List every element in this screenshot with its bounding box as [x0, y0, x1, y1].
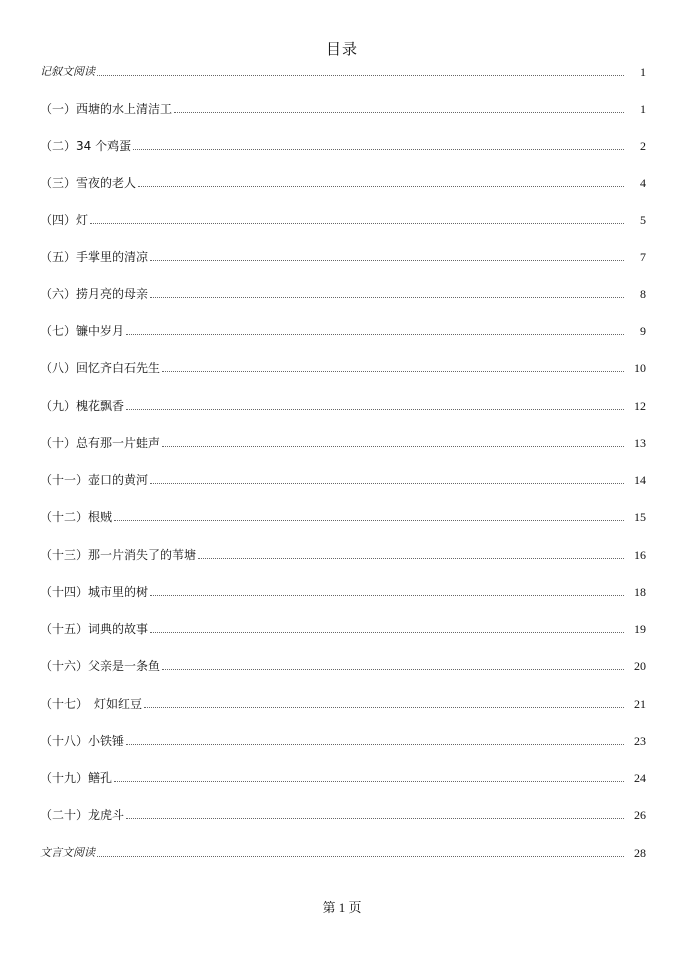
footer-page-number: 1	[338, 900, 346, 915]
page-title: 目录	[325, 40, 358, 58]
toc-page-number: 28	[634, 846, 646, 860]
toc-entry[interactable]	[40, 397, 646, 415]
toc-entry[interactable]	[40, 285, 646, 303]
toc-entry-section[interactable]	[40, 844, 646, 862]
toc-page-number: 1	[640, 65, 646, 79]
toc-page-number: 1	[640, 102, 646, 116]
dot-leader	[162, 669, 624, 670]
footer-suffix: 页	[348, 900, 362, 915]
toc-entry[interactable]	[40, 174, 646, 192]
toc-page-number: 8	[640, 287, 646, 301]
toc-entry-label: 记叙文阅读	[40, 65, 95, 78]
toc-entry-label: 文言文阅读	[40, 846, 95, 859]
toc-entry[interactable]	[40, 434, 646, 452]
toc-page-number: 13	[634, 436, 646, 450]
toc-entry[interactable]	[40, 620, 646, 638]
dot-leader	[133, 149, 624, 150]
toc-page-number: 20	[634, 659, 646, 673]
toc-page-number: 7	[640, 250, 646, 264]
toc-entry-label: （三）雪夜的老人	[40, 176, 137, 190]
page-footer	[0, 897, 684, 916]
toc-page-number: 4	[640, 176, 646, 190]
toc-entry[interactable]	[40, 657, 646, 675]
toc-entry-label: （八）回忆齐白石先生	[40, 361, 161, 375]
toc-page-number: 19	[634, 622, 646, 636]
toc-page-number: 26	[634, 808, 646, 822]
dot-leader	[150, 483, 624, 484]
toc-page-number: 5	[640, 213, 646, 227]
toc-entry-label: （二十）龙虎斗	[40, 808, 125, 822]
toc-entry-label: （五）手掌里的清凉	[40, 250, 149, 264]
footer-prefix: 第	[322, 900, 336, 915]
dot-leader	[126, 334, 624, 335]
toc-entry-section[interactable]	[40, 63, 646, 81]
toc-entry[interactable]	[40, 211, 646, 229]
toc-entry[interactable]	[40, 100, 646, 118]
dot-leader	[126, 744, 624, 745]
toc-entry[interactable]	[40, 806, 646, 824]
toc-entry-label: （十九）鳝孔	[40, 771, 113, 785]
dot-leader	[198, 558, 624, 559]
toc-entry[interactable]	[40, 508, 646, 526]
dot-leader	[126, 409, 624, 410]
toc-page-number: 18	[634, 585, 646, 599]
dot-leader	[174, 112, 624, 113]
toc-entry-label: （七）镰中岁月	[40, 324, 125, 338]
dot-leader	[162, 446, 624, 447]
dot-leader	[114, 520, 624, 521]
dot-leader	[150, 595, 624, 596]
toc-page-number: 21	[634, 697, 646, 711]
toc-page-number: 12	[634, 399, 646, 413]
toc-page-number: 9	[640, 324, 646, 338]
toc-entry-label: （六）捞月亮的母亲	[40, 287, 149, 301]
toc-entry[interactable]	[40, 471, 646, 489]
toc-entry[interactable]	[40, 695, 646, 713]
dot-leader	[150, 260, 624, 261]
toc-entry-label: （十一）壶口的黄河	[40, 473, 149, 487]
dot-leader	[97, 75, 624, 76]
dot-leader	[114, 781, 624, 782]
toc-entry-label: （十三）那一片消失了的苇塘	[40, 548, 197, 562]
toc-page-number: 14	[634, 473, 646, 487]
toc-page-number: 24	[634, 771, 646, 785]
toc-entry-label: （十六）父亲是一条鱼	[40, 659, 161, 673]
toc-entry-label: （十五）词典的故事	[40, 622, 149, 636]
toc-entry[interactable]	[40, 248, 646, 266]
toc-entry-label: （四）灯	[40, 213, 89, 227]
toc-entry[interactable]	[40, 322, 646, 340]
toc-page-number: 23	[634, 734, 646, 748]
dot-leader	[126, 818, 624, 819]
dot-leader	[97, 856, 624, 857]
toc-entry-label: （十）总有那一片蛙声	[40, 436, 161, 450]
dot-leader	[138, 186, 624, 187]
toc-entry[interactable]	[40, 732, 646, 750]
toc-entry[interactable]	[40, 359, 646, 377]
toc-entry[interactable]	[40, 546, 646, 564]
toc-entry-label: （十四）城市里的树	[40, 585, 149, 599]
toc-entry[interactable]	[40, 769, 646, 787]
dot-leader	[144, 707, 624, 708]
toc-entry-label: （十二）根贼	[40, 510, 113, 524]
toc-page-number: 2	[640, 139, 646, 153]
toc-page-number: 16	[634, 548, 646, 562]
toc-page-number: 10	[634, 361, 646, 375]
dot-leader	[90, 223, 624, 224]
toc-entry[interactable]	[40, 583, 646, 601]
toc-entry[interactable]	[40, 137, 646, 155]
toc-entry-label: （九）槐花飘香	[40, 399, 125, 413]
toc-page-number: 15	[634, 510, 646, 524]
toc-entry-label: （十八）小铁锤	[40, 734, 125, 748]
toc-entry-label: （十七） 灯如红豆	[40, 697, 143, 711]
dot-leader	[162, 371, 624, 372]
toc-entry-label: （二）34 个鸡蛋	[40, 139, 132, 153]
dot-leader	[150, 632, 624, 633]
toc-entry-label: （一）西塘的水上清洁工	[40, 102, 173, 116]
dot-leader	[150, 297, 624, 298]
